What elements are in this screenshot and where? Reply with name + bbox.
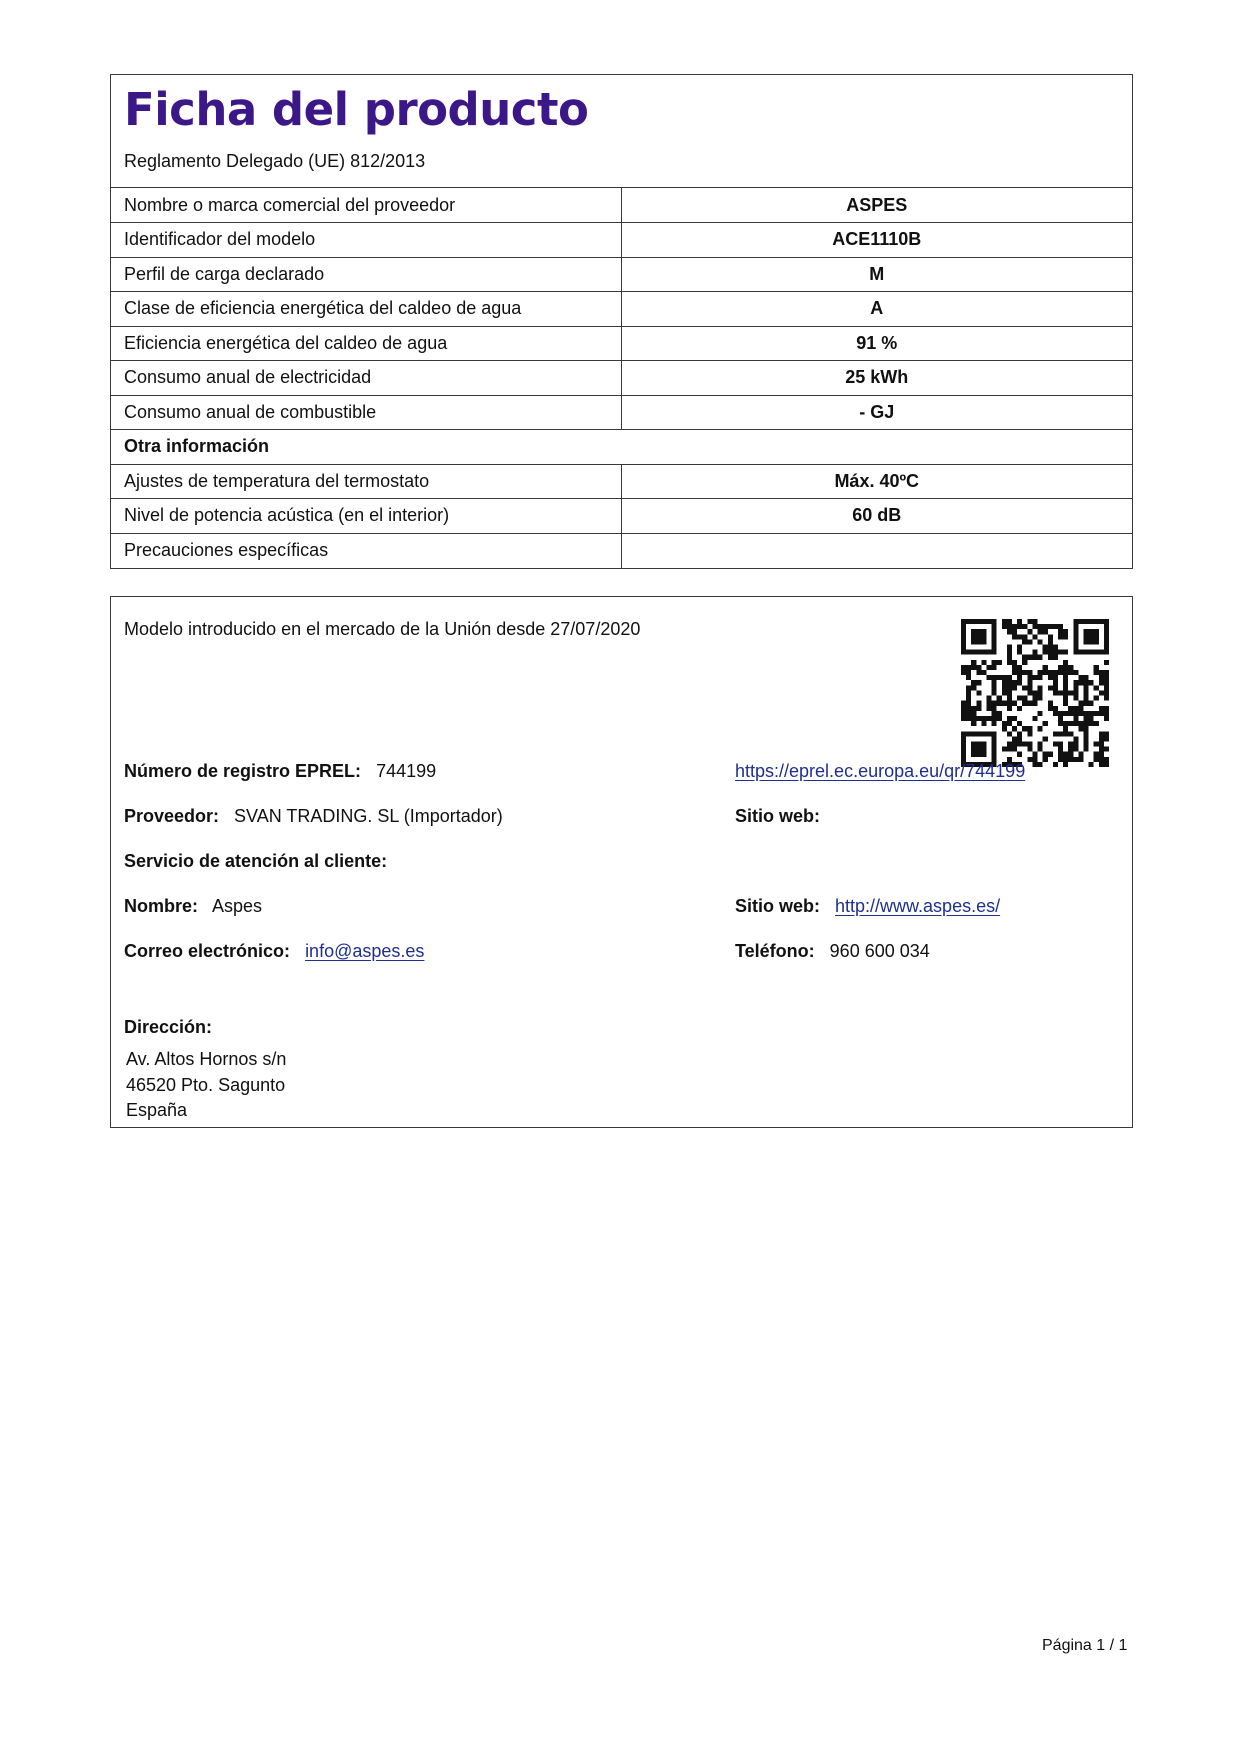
table-row — [111, 533, 1132, 568]
spec-value: ACE1110B — [621, 223, 1132, 258]
table-row — [111, 326, 1132, 361]
spec-value: 60 dB — [621, 499, 1132, 534]
supplier-value: SVAN TRADING. SL (Importador) — [234, 806, 503, 826]
customer-service-row — [124, 851, 397, 872]
spec-value: A — [621, 292, 1132, 327]
spec-value: ASPES — [621, 188, 1132, 223]
name-value: Aspes — [212, 896, 263, 916]
details-box — [110, 596, 1133, 1128]
spec-label: Nivel de potencia acústica (en el interior) — [111, 499, 621, 534]
table-row — [111, 292, 1132, 327]
phone-label: Teléfono: — [735, 941, 815, 961]
spec-label: Eficiencia energética del caldeo de agua — [111, 326, 621, 361]
spec-label: Consumo anual de electricidad — [111, 361, 621, 396]
spec-value: Máx. 40ºC — [621, 464, 1132, 499]
eprel-label: Número de registro EPREL: — [124, 761, 362, 781]
page-title: Ficha del producto — [124, 83, 589, 136]
web-label: Sitio web: — [735, 896, 820, 916]
spec-label: Nombre o marca comercial del proveedor — [124, 194, 456, 215]
table-row — [111, 499, 1132, 534]
spec-label: Ajustes de temperatura del termostato — [111, 464, 621, 499]
phone-value: 960 600 034 — [829, 941, 930, 961]
address-line: 46520 Pto. Sagunto — [126, 1074, 286, 1095]
page-number: Página 1 / 1 — [1042, 1637, 1128, 1654]
customer-service-label: Servicio de atención al cliente: — [124, 851, 388, 871]
market-intro: Modelo introducido en el mercado de la Unión desde 27/07/2020 — [124, 619, 641, 639]
product-sheet — [110, 74, 1133, 569]
eprel-number: 744199 — [376, 761, 437, 781]
supplier-web-label: Sitio web: — [735, 806, 820, 826]
email-link[interactable]: info@aspes.es — [305, 941, 425, 961]
spec-value: - GJ — [621, 395, 1132, 430]
specs-table — [111, 188, 1132, 568]
eprel-url-row — [735, 761, 1025, 782]
qr-code-icon[interactable] — [961, 619, 1109, 767]
name-row — [124, 896, 262, 917]
table-row — [111, 223, 1132, 258]
table-row — [111, 188, 1132, 223]
table-row — [111, 257, 1132, 292]
table-row — [111, 395, 1132, 430]
address-line: España — [126, 1100, 188, 1120]
email-label: Correo electrónico: — [124, 941, 291, 961]
spec-value: M — [621, 257, 1132, 292]
regulation-subtitle: Reglamento Delegado (UE) 812/2013 — [124, 151, 426, 171]
title-block — [111, 75, 1132, 188]
phone-row — [735, 941, 930, 962]
supplier-row — [124, 806, 503, 827]
spec-value — [621, 533, 1132, 568]
eprel-link[interactable]: https://eprel.ec.europa.eu/qr/744199 — [735, 761, 1026, 781]
spec-label: Identificador del modelo — [111, 223, 621, 258]
email-row — [124, 941, 424, 962]
spec-label: Consumo anual de combustible — [111, 395, 621, 430]
spec-label: Precauciones específicas — [111, 533, 621, 568]
spec-value: 91 % — [621, 326, 1132, 361]
eprel-row — [124, 761, 436, 782]
address-line: Av. Altos Hornos s/n — [126, 1049, 287, 1069]
address-heading-row — [124, 1017, 222, 1038]
name-label: Nombre: — [124, 896, 199, 916]
web-row — [735, 896, 1000, 917]
table-row — [111, 464, 1132, 499]
section-heading: Otra información — [111, 430, 1132, 465]
supplier-web-row — [735, 806, 830, 827]
spec-value: 25 kWh — [621, 361, 1132, 396]
website-link[interactable]: http://www.aspes.es/ — [835, 896, 1001, 916]
spec-label: Perfil de carga declarado — [111, 257, 621, 292]
spec-label: Clase de eficiencia energética del caldeo de agua — [111, 292, 621, 327]
section-row — [111, 430, 1132, 465]
address-label: Dirección: — [124, 1017, 213, 1037]
supplier-label: Proveedor: — [124, 806, 220, 826]
address-block — [126, 1047, 286, 1124]
table-row — [111, 361, 1132, 396]
